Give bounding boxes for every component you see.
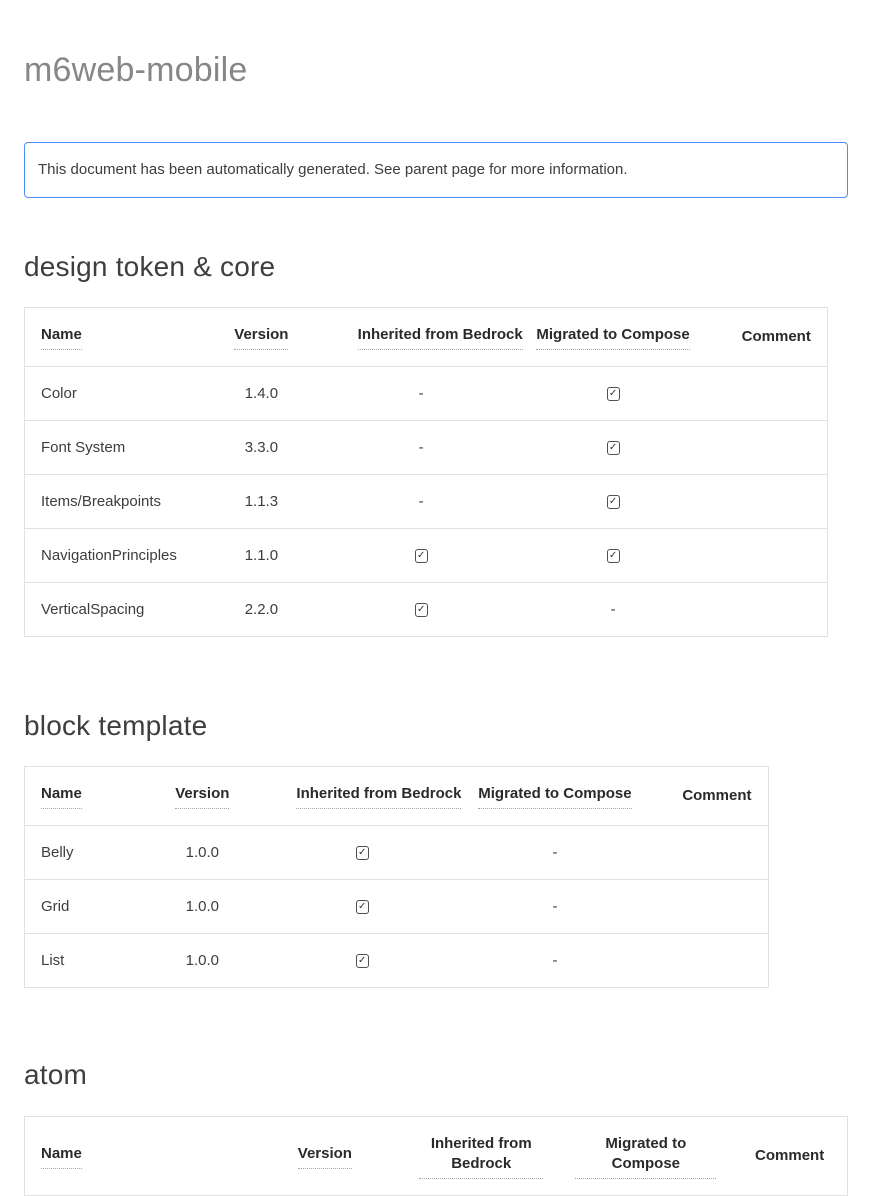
column-header-label: Version	[234, 325, 288, 350]
checkbox-checked-icon: ✓	[356, 954, 369, 968]
column-header-label: Migrated to Compose	[575, 1134, 716, 1179]
table-cell	[725, 421, 827, 475]
column-header-label: Comment	[741, 328, 811, 345]
table-cell: Items/Breakpoints	[25, 475, 182, 529]
table-cell	[342, 529, 501, 583]
column-header	[666, 767, 769, 826]
info-banner	[24, 142, 848, 198]
section-heading: design token & core	[24, 251, 276, 282]
column-header-label: Name	[41, 325, 82, 350]
table-cell: -	[444, 880, 666, 934]
column-header	[403, 1117, 559, 1196]
table-header-row	[25, 308, 828, 367]
table-row	[25, 421, 828, 475]
column-header-label: Name	[41, 1144, 82, 1169]
table-cell: VerticalSpacing	[25, 583, 182, 637]
table-cell: 1.0.0	[124, 880, 280, 934]
column-header	[280, 767, 462, 826]
design-token-core-table	[24, 307, 828, 637]
checkbox-checked-icon: ✓	[607, 441, 620, 455]
checkbox-checked-icon: ✓	[415, 549, 428, 563]
atom-table	[24, 1116, 848, 1196]
table-row	[25, 475, 828, 529]
column-header-label: Inherited from Bedrock	[419, 1134, 543, 1179]
table-cell: 1.1.0	[181, 529, 342, 583]
table-cell: -	[501, 583, 726, 637]
info-banner-text: This document has been automatically generated. See parent page for more information.	[38, 161, 628, 178]
table-cell	[725, 367, 827, 421]
column-header	[501, 308, 726, 367]
table-cell	[342, 583, 501, 637]
checkbox-checked-icon: ✓	[607, 549, 620, 563]
column-header-label: Comment	[682, 787, 752, 804]
table-cell: Font System	[25, 421, 182, 475]
table-cell	[666, 934, 769, 988]
table-header-row	[25, 767, 769, 826]
table-cell	[501, 475, 726, 529]
table-header-row	[25, 1117, 848, 1196]
column-header	[247, 1117, 403, 1196]
table-cell: -	[342, 367, 501, 421]
column-header-label: Inherited from Bedrock	[358, 325, 523, 350]
table-cell	[501, 529, 726, 583]
table-cell: -	[444, 934, 666, 988]
column-header-label: Version	[298, 1144, 352, 1169]
table-cell: NavigationPrinciples	[25, 529, 182, 583]
table-cell: 1.1.3	[181, 475, 342, 529]
checkbox-checked-icon: ✓	[415, 603, 428, 617]
column-header-label: Name	[41, 784, 82, 809]
table-row	[25, 826, 769, 880]
column-header	[732, 1117, 847, 1196]
table-cell	[725, 529, 827, 583]
column-header	[559, 1117, 732, 1196]
table-row	[25, 583, 828, 637]
column-header	[342, 308, 523, 367]
column-header	[25, 308, 182, 367]
column-header	[444, 767, 666, 826]
block-template-table	[24, 766, 769, 988]
checkbox-checked-icon: ✓	[356, 846, 369, 860]
checkbox-checked-icon: ✓	[607, 495, 620, 509]
table-row	[25, 529, 828, 583]
table-cell: -	[444, 826, 666, 880]
table-cell: -	[342, 475, 501, 529]
column-header-label: Comment	[755, 1147, 825, 1164]
table-cell: List	[25, 934, 125, 988]
table-row	[25, 880, 769, 934]
section-heading: block template	[24, 710, 208, 741]
table-cell: Grid	[25, 880, 125, 934]
table-cell	[280, 880, 444, 934]
column-header	[181, 308, 342, 367]
table-cell: 1.0.0	[124, 934, 280, 988]
table-cell: 1.4.0	[181, 367, 342, 421]
column-header	[25, 767, 125, 826]
table-cell: 1.0.0	[124, 826, 280, 880]
table-row	[25, 934, 769, 988]
table-cell	[666, 826, 769, 880]
table-cell: Belly	[25, 826, 125, 880]
table-cell	[280, 826, 444, 880]
column-header-label: Migrated to Compose	[478, 784, 631, 809]
column-header-label: Version	[175, 784, 229, 809]
column-header-label: Inherited from Bedrock	[296, 784, 461, 809]
table-cell: -	[342, 421, 501, 475]
table-cell	[280, 934, 444, 988]
section-design-token-core	[24, 250, 876, 637]
table-cell	[725, 583, 827, 637]
section-heading: atom	[24, 1059, 88, 1090]
table-row	[25, 367, 828, 421]
table-cell	[666, 880, 769, 934]
section-block-template	[24, 709, 876, 988]
column-header-label: Migrated to Compose	[536, 325, 689, 350]
table-cell: 3.3.0	[181, 421, 342, 475]
checkbox-checked-icon: ✓	[356, 900, 369, 914]
page-content	[0, 50, 876, 1196]
table-cell: 2.2.0	[181, 583, 342, 637]
column-header	[725, 308, 827, 367]
checkbox-checked-icon: ✓	[607, 387, 620, 401]
table-cell	[501, 367, 726, 421]
column-header	[124, 767, 280, 826]
table-cell: Color	[25, 367, 182, 421]
table-cell	[501, 421, 726, 475]
page-title: m6web-mobile	[24, 51, 248, 89]
column-header	[25, 1117, 247, 1196]
table-cell	[725, 475, 827, 529]
section-atom	[24, 1058, 876, 1196]
